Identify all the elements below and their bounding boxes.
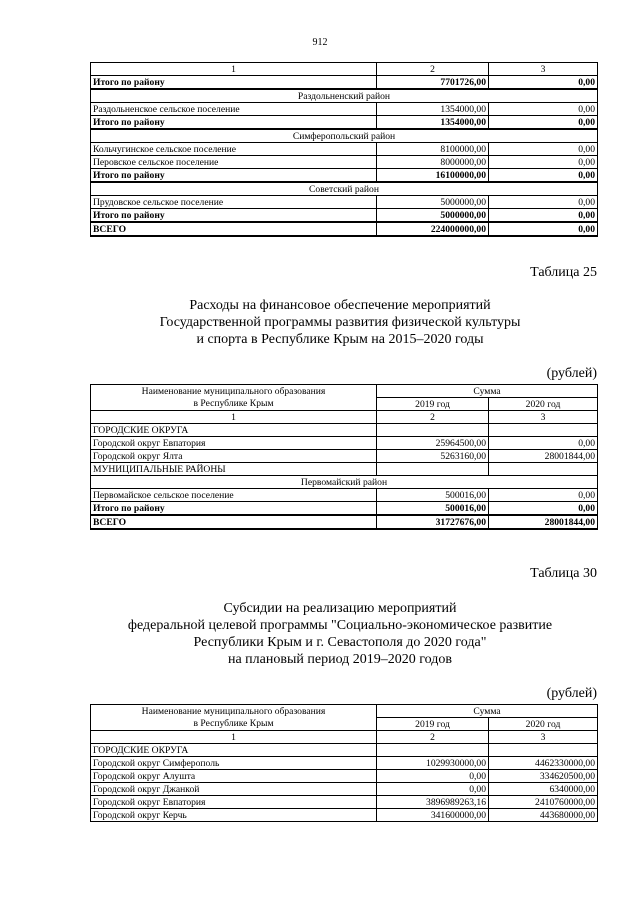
colnum-cell: 1: [91, 731, 377, 744]
value-2019-cell: 5263160,00: [377, 450, 489, 463]
value-2020-cell: 4462330000,00: [489, 757, 598, 770]
value-2020-cell: 334620500,00: [489, 770, 598, 783]
name-cell: Городской округ Евпатория: [91, 437, 377, 450]
value-2019-cell: 1029930000,00: [377, 757, 489, 770]
value-2020-cell: 28001844,00: [489, 515, 598, 529]
value-2019-cell: 1354000,00: [377, 116, 489, 130]
table-30: [90, 704, 598, 822]
title-line: федеральной целевой программы "Социально-экономическое развитие: [127, 618, 553, 633]
value-2019-cell: 3896989263,16: [377, 796, 489, 809]
section-row: [91, 463, 598, 476]
table-row: [91, 809, 598, 822]
name-cell: ВСЕГО: [91, 515, 377, 529]
name-cell: Городской округ Керчь: [91, 809, 377, 822]
value-2019-cell: 25964500,00: [377, 437, 489, 450]
name-cell: Городской округ Ялта: [91, 450, 377, 463]
name-cell: Итого по району: [91, 76, 377, 90]
empty-cell: [489, 463, 598, 476]
column-number-row: [91, 411, 598, 424]
value-2020-cell: 0,00: [489, 437, 598, 450]
name-cell: Прудовское сельское поселение: [91, 196, 377, 209]
colnum-cell: 1: [91, 411, 377, 424]
year-2020-header: 2020 год: [489, 718, 598, 731]
name-column-header: [91, 705, 377, 731]
region-name-cell: Раздольненский район: [91, 89, 598, 103]
value-2019-cell: 5000000,00: [377, 196, 489, 209]
header-row: [91, 385, 598, 398]
value-2019-cell: 0,00: [377, 783, 489, 796]
name-cell: Итого по району: [91, 116, 377, 130]
title-line: Республики Крым и г. Севастополя до 2020 года": [193, 635, 487, 650]
name-cell: Городской округ Симферополь: [91, 757, 377, 770]
total-row: [91, 169, 598, 183]
colnum-cell: 2: [377, 731, 489, 744]
continuation-table: [90, 62, 598, 237]
name-cell: Кольчугинское сельское поселение: [91, 143, 377, 156]
value-2019-cell: 0,00: [377, 770, 489, 783]
name-column-header: [91, 385, 377, 411]
colnum-cell: 2: [377, 63, 489, 76]
table-30-label: Таблица 30: [530, 566, 597, 581]
section-name-cell: ГОРОДСКИЕ ОКРУГА: [91, 424, 377, 437]
value-2019-cell: 224000000,00: [377, 222, 489, 236]
value-2019-cell: 341600000,00: [377, 809, 489, 822]
empty-cell: [489, 744, 598, 757]
section-row: [91, 744, 598, 757]
table-row: [91, 757, 598, 770]
name-cell: Итого по району: [91, 502, 377, 516]
header-line: в Республике Крым: [193, 718, 274, 729]
colnum-cell: 3: [489, 731, 598, 744]
value-2019-cell: 31727676,00: [377, 515, 489, 529]
region-row: [91, 182, 598, 196]
table-row: [91, 489, 598, 502]
sum-header: Сумма: [377, 705, 598, 718]
region-name-cell: Первомайский район: [91, 476, 598, 489]
header-line: Наименование муниципального образования: [141, 386, 326, 397]
total-row: [91, 116, 598, 130]
colnum-cell: 3: [489, 411, 598, 424]
table-25-title: [60, 297, 620, 348]
year-2019-header: 2019 год: [377, 398, 489, 411]
header-row: [91, 705, 598, 718]
colnum-cell: 3: [489, 63, 598, 76]
name-cell: Итого по району: [91, 169, 377, 183]
name-cell: Первомайское сельское поселение: [91, 489, 377, 502]
value-2019-cell: 1354000,00: [377, 103, 489, 116]
value-2020-cell: 0,00: [489, 196, 598, 209]
table-30-title: [60, 600, 620, 668]
header-line: Наименование муниципального образования: [141, 706, 326, 717]
value-2019-cell: 500016,00: [377, 502, 489, 516]
table-25-label: Таблица 25: [530, 265, 597, 280]
title-line: и спорта в Республике Крым на 2015–2020 годы: [196, 332, 484, 347]
value-2020-cell: 0,00: [489, 116, 598, 130]
empty-cell: [489, 424, 598, 437]
value-2019-cell: 500016,00: [377, 489, 489, 502]
name-cell: Перовское сельское поселение: [91, 156, 377, 169]
total-row: [91, 502, 598, 516]
name-cell: Раздольненское сельское поселение: [91, 103, 377, 116]
name-cell: Городской округ Евпатория: [91, 796, 377, 809]
section-name-cell: ГОРОДСКИЕ ОКРУГА: [91, 744, 377, 757]
table-25-units: (рублей): [546, 366, 597, 381]
section-row: [91, 424, 598, 437]
region-row: [91, 476, 598, 489]
name-cell: Городской округ Алушта: [91, 770, 377, 783]
value-2020-cell: 6340000,00: [489, 783, 598, 796]
name-cell: ВСЕГО: [91, 222, 377, 236]
region-row: [91, 129, 598, 143]
empty-cell: [377, 463, 489, 476]
region-name-cell: Советский район: [91, 182, 598, 196]
total-row: [91, 515, 598, 529]
value-2019-cell: 16100000,00: [377, 169, 489, 183]
value-2020-cell: 28001844,00: [489, 450, 598, 463]
title-line: Государственной программы развития физической культуры: [159, 315, 521, 330]
name-cell: Городской округ Джанкой: [91, 783, 377, 796]
year-2020-header: 2020 год: [489, 398, 598, 411]
table-row: [91, 783, 598, 796]
table-row: [91, 103, 598, 116]
table-row: [91, 770, 598, 783]
value-2020-cell: 2410760000,00: [489, 796, 598, 809]
title-line: на плановый период 2019–2020 годов: [227, 652, 453, 667]
value-2020-cell: 0,00: [489, 209, 598, 223]
value-2019-cell: 8100000,00: [377, 143, 489, 156]
value-2020-cell: 0,00: [489, 103, 598, 116]
value-2019-cell: 8000000,00: [377, 156, 489, 169]
title-line: Расходы на финансовое обеспечение мероприятий: [189, 298, 491, 313]
total-row: [91, 76, 598, 90]
value-2020-cell: 0,00: [489, 156, 598, 169]
table-row: [91, 143, 598, 156]
empty-cell: [377, 424, 489, 437]
column-number-row: [91, 63, 598, 76]
name-cell: Итого по району: [91, 209, 377, 223]
value-2020-cell: 0,00: [489, 502, 598, 516]
page-number: 912: [312, 37, 328, 48]
sum-header: Сумма: [377, 385, 598, 398]
total-row: [91, 222, 598, 236]
column-number-row: [91, 731, 598, 744]
table-row: [91, 196, 598, 209]
empty-cell: [377, 744, 489, 757]
table-30-units: (рублей): [546, 686, 597, 701]
value-2020-cell: 0,00: [489, 169, 598, 183]
region-name-cell: Симферопольский район: [91, 129, 598, 143]
header-line: в Республике Крым: [193, 398, 274, 409]
value-2020-cell: 0,00: [489, 222, 598, 236]
table-row: [91, 796, 598, 809]
table-25: [90, 384, 598, 530]
total-row: [91, 209, 598, 223]
colnum-cell: 2: [377, 411, 489, 424]
section-name-cell: МУНИЦИПАЛЬНЫЕ РАЙОНЫ: [91, 463, 377, 476]
table-row: [91, 437, 598, 450]
table-row: [91, 156, 598, 169]
value-2020-cell: 0,00: [489, 76, 598, 90]
value-2020-cell: 0,00: [489, 143, 598, 156]
colnum-cell: 1: [91, 63, 377, 76]
value-2019-cell: 5000000,00: [377, 209, 489, 223]
value-2019-cell: 7701726,00: [377, 76, 489, 90]
table-row: [91, 450, 598, 463]
region-row: [91, 89, 598, 103]
value-2020-cell: 0,00: [489, 489, 598, 502]
year-2019-header: 2019 год: [377, 718, 489, 731]
title-line: Субсидии на реализацию мероприятий: [223, 601, 457, 616]
value-2020-cell: 443680000,00: [489, 809, 598, 822]
